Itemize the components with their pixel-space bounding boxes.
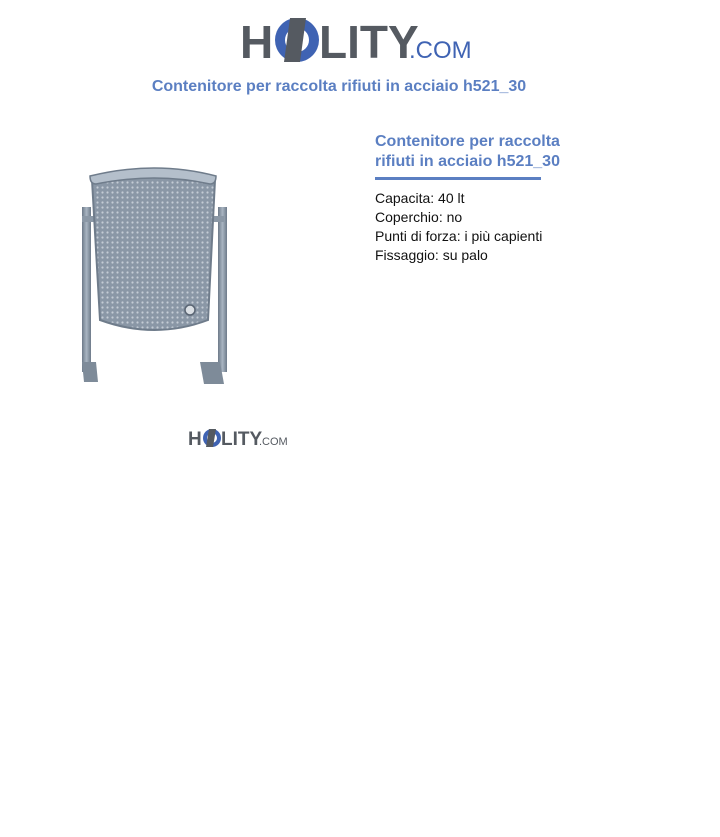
title-underline [375,177,541,180]
logo-letter-h: H [240,16,274,66]
logo-letters-lity: LITY [319,16,419,66]
spec-strengths: Punti di forza: i più capienti [375,228,543,244]
spec-mounting: Fissaggio: su palo [375,247,488,263]
logo-small-suffix: .COM [259,436,288,448]
spec-capacity: Capacita: 40 lt [375,190,465,206]
logo-o-icon [275,18,319,62]
logo-small-letters-lity: LITY [221,429,263,450]
page-title: Contenitore per raccolta rifiuti in acciaio h521_30 [151,78,527,95]
holity-logo-small [188,425,290,451]
logo-small-letter-h: H [188,429,202,450]
product-image [60,150,260,395]
spec-lid: Coperchio: no [375,209,463,225]
product-detail [375,132,575,265]
holity-logo [240,10,480,66]
logo-small-o-icon [203,429,221,447]
product-title: Contenitore per raccolta rifiuti in acciaio h521_30 [375,133,560,170]
logo-suffix: .COM [409,37,472,64]
